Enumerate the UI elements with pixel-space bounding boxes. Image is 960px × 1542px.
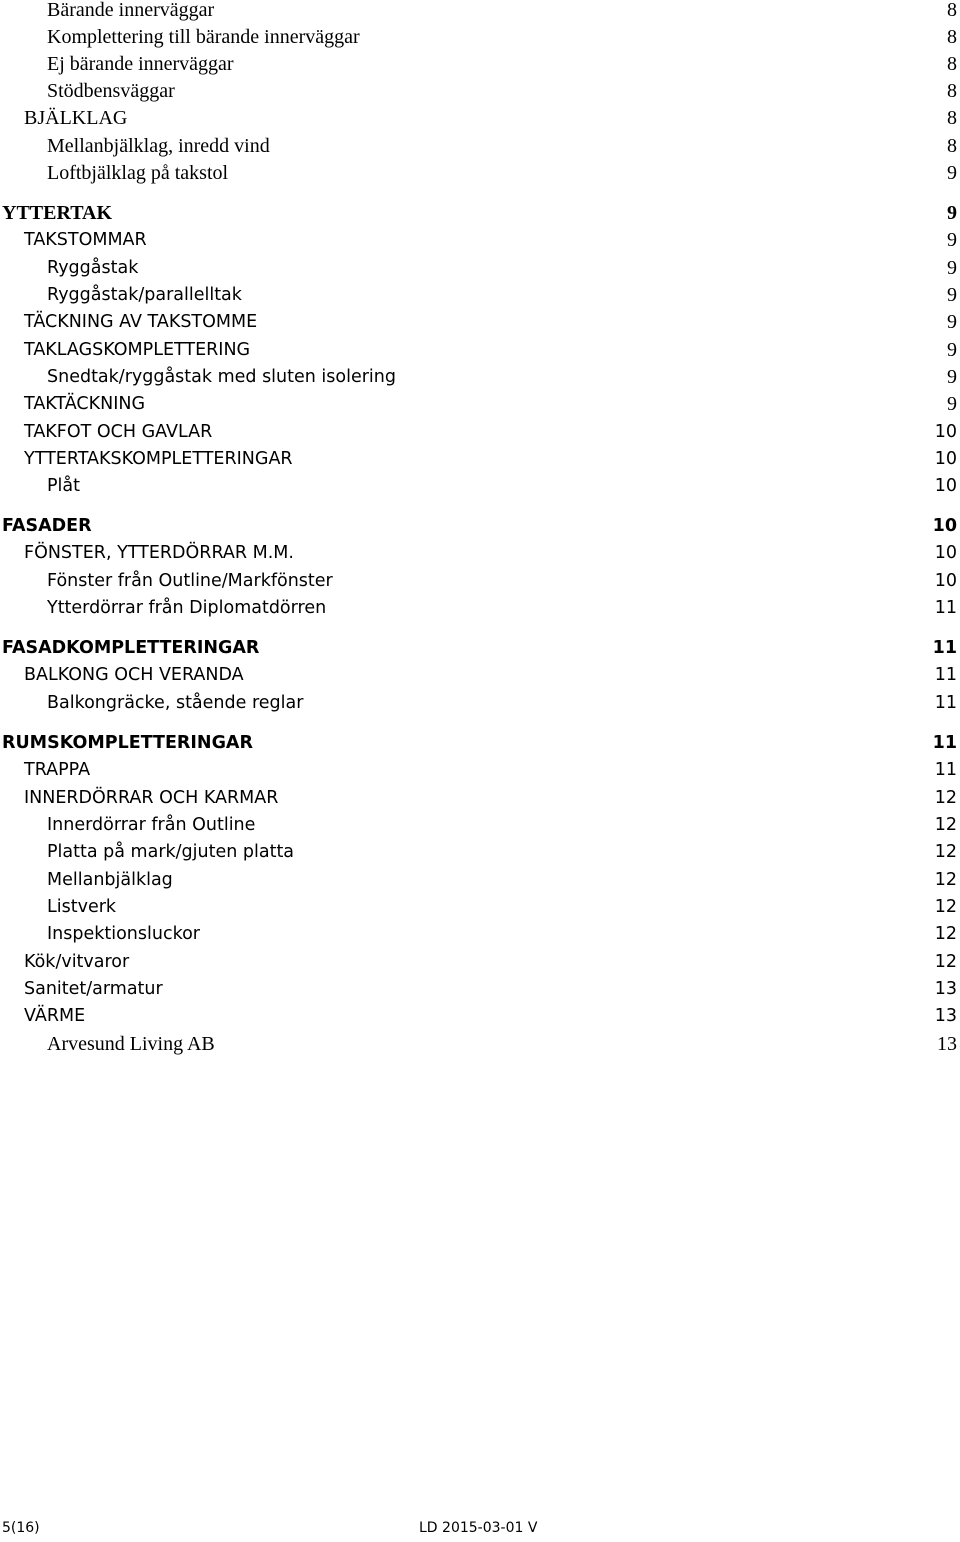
toc-entry-page: 13 [934, 1006, 957, 1026]
toc-entry-page: 13 [934, 979, 957, 999]
toc-entry [0, 785, 960, 812]
toc-entry-page: 12 [934, 924, 957, 944]
toc-entry-title: Listverk [47, 897, 117, 917]
toc-entry-title: TAKTÄCKNING [24, 394, 146, 414]
toc-entry-page: 12 [934, 788, 957, 808]
toc-entry-title: TRAPPA [24, 760, 91, 780]
toc-entry [0, 105, 960, 132]
toc-entry-page: 8 [947, 26, 957, 48]
page-indicator: 5(16) [2, 1520, 40, 1536]
toc-entry-title: Mellanbjälklag, inredd vind [47, 135, 270, 157]
toc-entry [0, 78, 960, 105]
toc-entry [0, 894, 960, 921]
toc-entry-page: 12 [934, 842, 957, 862]
toc-entry-page: 10 [934, 422, 957, 442]
toc-entry-page: 10 [932, 516, 957, 536]
toc-entry [0, 812, 960, 839]
toc-entry-page: 9 [947, 162, 957, 184]
toc-entry-title: TÄCKNING AV TAKSTOMME [24, 312, 258, 332]
toc-entry-title: YTTERTAKSKOMPLETTERINGAR [24, 449, 293, 469]
toc-entry [0, 690, 960, 717]
toc-entry-page: 9 [947, 311, 957, 333]
toc-entry [0, 51, 960, 78]
toc-entry-title: TAKLAGSKOMPLETTERING [24, 340, 251, 360]
toc-entry-title: TAKFOT OCH GAVLAR [24, 422, 213, 442]
toc-entry-page: 9 [947, 393, 957, 415]
toc-entry-title: INNERDÖRRAR OCH KARMAR [24, 788, 279, 808]
toc-entry-title: BALKONG OCH VERANDA [24, 665, 244, 685]
toc-entry-title: Mellanbjälklag [47, 870, 173, 890]
toc-entry-page: 9 [947, 202, 957, 224]
toc-entry [0, 949, 960, 976]
toc-entry [0, 24, 960, 51]
toc-entry [0, 133, 960, 160]
toc-entry-page: 9 [947, 229, 957, 251]
toc-section-heading [0, 200, 960, 227]
toc-entry-title: FASADKOMPLETTERINGAR [2, 638, 260, 658]
toc-section-heading [0, 730, 960, 757]
toc-entry [0, 282, 960, 309]
toc-entry-page: 8 [947, 80, 957, 102]
toc-entry-page: 8 [947, 135, 957, 157]
toc-entry-title: Sanitet/armatur [24, 979, 163, 999]
toc-entry [0, 309, 960, 336]
toc-entry-title: Ryggåstak/parallelltak [47, 285, 242, 305]
toc-entry-page: 10 [934, 449, 957, 469]
toc-entry-page: 9 [947, 339, 957, 361]
toc-entry-title: BJÄLKLAG [24, 107, 128, 129]
toc-entry-page: 8 [947, 0, 957, 21]
toc-entry [0, 446, 960, 473]
toc-entry-title: FÖNSTER, YTTERDÖRRAR M.M. [24, 543, 294, 563]
toc-entry-title: Ryggåstak [47, 258, 139, 278]
toc-entry-page: 11 [932, 638, 957, 658]
toc-entry [0, 839, 960, 866]
toc-entry-page: 10 [934, 543, 957, 563]
toc-entry-title: Ytterdörrar från Diplomatdörren [47, 598, 327, 618]
toc-entry [0, 227, 960, 254]
toc-entry-title: Stödbensväggar [47, 80, 175, 102]
toc-entry-title: Snedtak/ryggåstak med sluten isolering [47, 367, 396, 387]
toc-entry [0, 976, 960, 1003]
page-footer [0, 1518, 960, 1542]
toc-entry-page: 12 [934, 815, 957, 835]
toc-entry [0, 160, 960, 187]
toc-entry-title: Balkongräcke, stående reglar [47, 693, 304, 713]
toc-entry [0, 0, 960, 24]
toc-entry-title: Plåt [47, 476, 81, 496]
toc-entry-page: 9 [947, 284, 957, 306]
toc-entry-page: 8 [947, 53, 957, 75]
toc-entry [0, 1031, 960, 1058]
toc-entry-title: RUMSKOMPLETTERINGAR [2, 733, 253, 753]
toc-entry-title: Innerdörrar från Outline [47, 815, 256, 835]
toc-section-heading [0, 513, 960, 540]
toc-entry-title: Fönster från Outline/Markfönster [47, 571, 333, 591]
toc-entry-page: 10 [934, 571, 957, 591]
toc-entry-title: Kök/vitvaror [24, 952, 130, 972]
toc-entry-page: 11 [934, 693, 957, 713]
toc-entry-title: Arvesund Living AB [47, 1033, 215, 1055]
toc-entry-page: 12 [934, 870, 957, 890]
toc-entry-page: 12 [934, 952, 957, 972]
toc-entry-page: 11 [932, 733, 957, 753]
toc-entry-page: 9 [947, 257, 957, 279]
toc-entry-page: 13 [937, 1033, 957, 1055]
toc-entry-page: 11 [934, 760, 957, 780]
toc-entry-page: 10 [934, 476, 957, 496]
toc-entry-title: Bärande innerväggar [47, 0, 215, 21]
toc-entry-page: 11 [934, 665, 957, 685]
toc-entry-page: 8 [947, 107, 957, 129]
toc-entry [0, 568, 960, 595]
toc-entry-title: YTTERTAK [2, 202, 113, 224]
toc-entry [0, 255, 960, 282]
toc-section-heading [0, 635, 960, 662]
toc-entry-title: Komplettering till bärande innerväggar [47, 26, 360, 48]
document-reference: LD 2015-03-01 V [419, 1520, 538, 1536]
toc-entry-page: 9 [947, 366, 957, 388]
toc-entry-title: Ej bärande innerväggar [47, 53, 234, 75]
toc-entry [0, 595, 960, 622]
toc-entry-title: Inspektionsluckor [47, 924, 201, 944]
toc-entry [0, 473, 960, 500]
toc-entry-title: Loftbjälklag på takstol [47, 162, 229, 184]
toc-entry-page: 12 [934, 897, 957, 917]
toc-entry-title: FASADER [2, 516, 92, 536]
toc-entry [0, 921, 960, 948]
toc-entry [0, 867, 960, 894]
toc-entry [0, 419, 960, 446]
toc-entry [0, 540, 960, 567]
toc-entry-page: 11 [934, 598, 957, 618]
toc-entry [0, 337, 960, 364]
toc-entry [0, 757, 960, 784]
toc-entry [0, 1003, 960, 1030]
toc-entry [0, 391, 960, 418]
toc-entry-title: Platta på mark/gjuten platta [47, 842, 295, 862]
toc-entry [0, 364, 960, 391]
toc-entry [0, 662, 960, 689]
toc-entry-title: TAKSTOMMAR [24, 230, 147, 250]
toc-entry-title: VÄRME [24, 1006, 86, 1026]
